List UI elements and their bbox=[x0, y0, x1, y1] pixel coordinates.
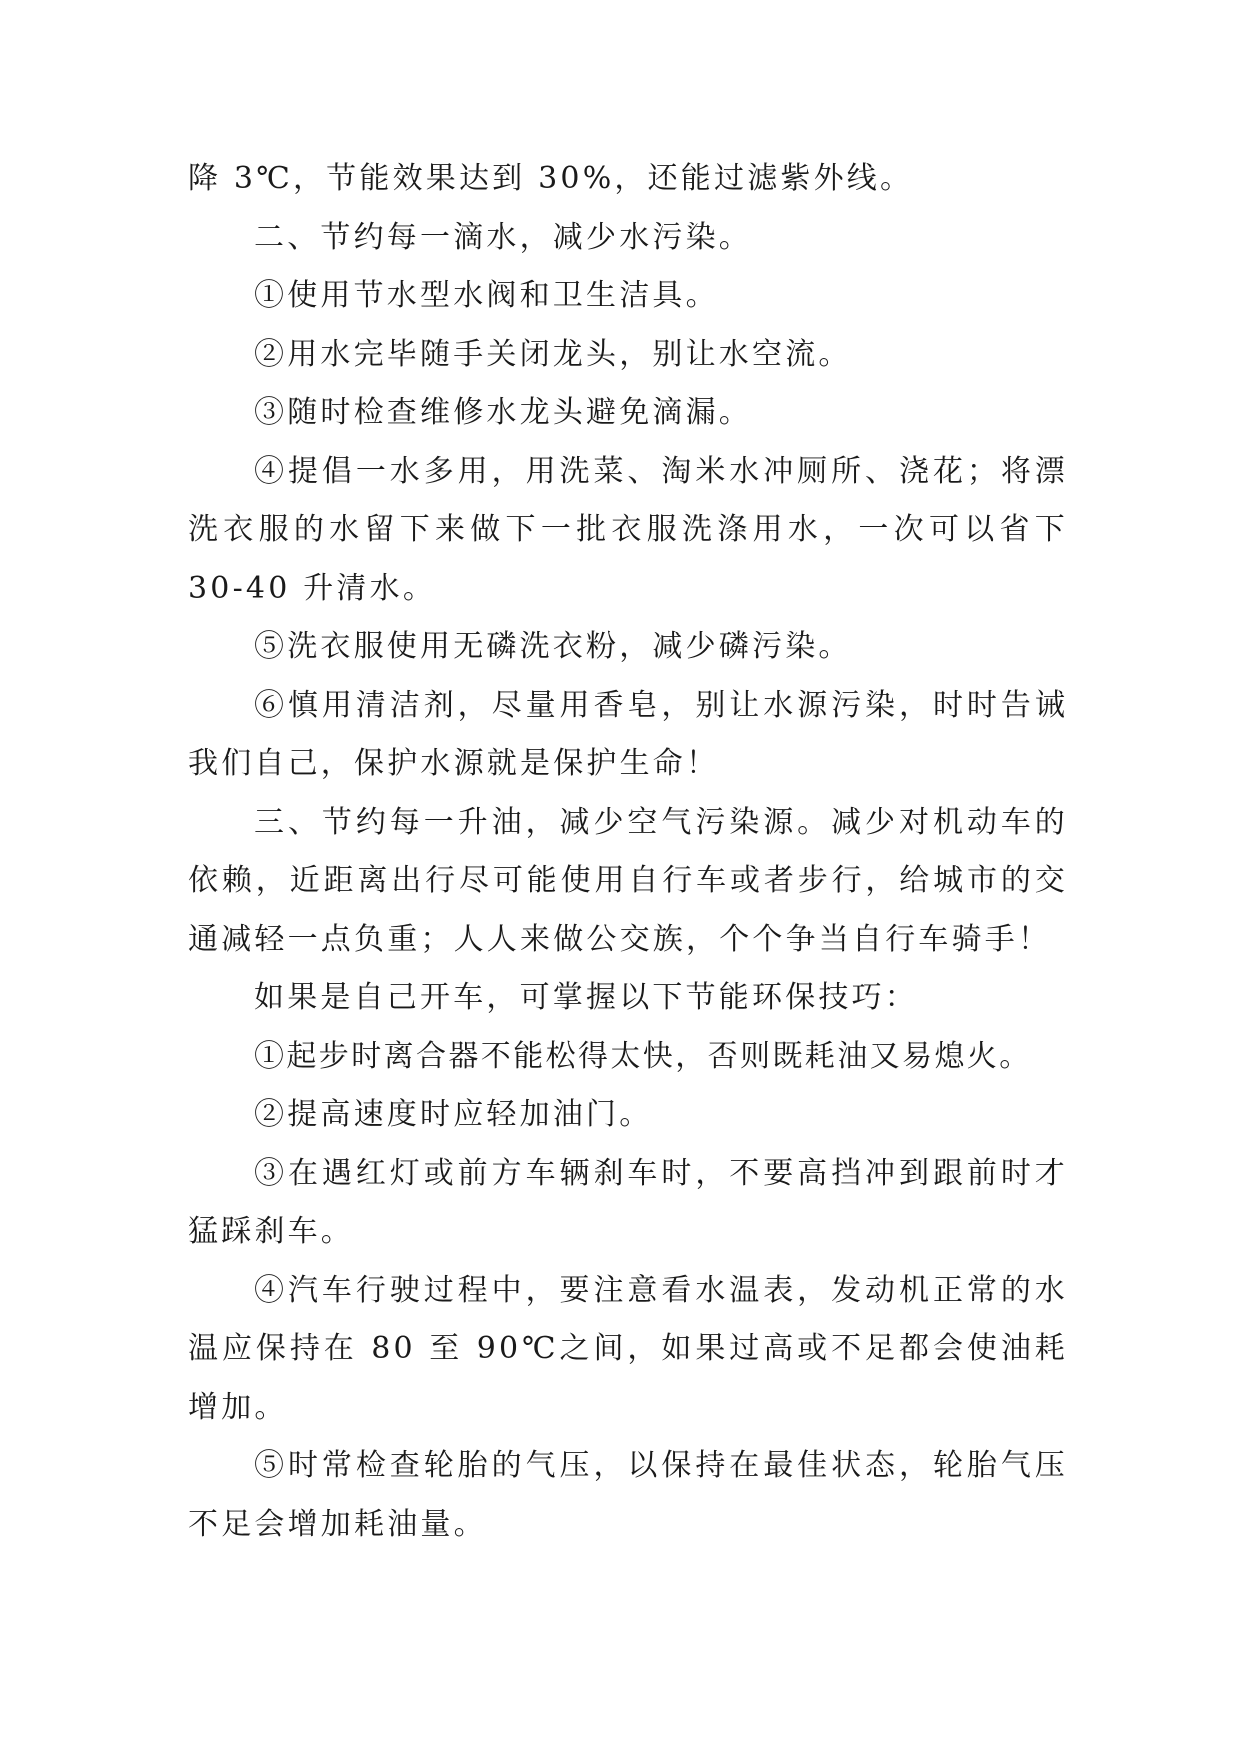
list-item-water-2: ②用水完毕随手关闭龙头，别让水空流。 bbox=[254, 336, 852, 372]
paragraph-uv-filter: 降 3℃，节能效果达到 30%，还能过滤紫外线。 bbox=[188, 161, 914, 196]
list-item-driving-1: ①起步时离合器不能松得太快，否则既耗油又易熄火。 bbox=[254, 1038, 1032, 1074]
heading-save-water: 二、节约每一滴水，减少水污染。 bbox=[254, 219, 752, 255]
list-item-driving-4: ④汽车行驶过程中，要注意看水温表，发动机正常的水温应保持在 80 至 90℃之间，如果过高或不足都会使油耗增加。 bbox=[188, 1272, 1068, 1425]
paragraph-driving-tips-intro: 如果是自己开车，可掌握以下节能环保技巧： bbox=[254, 980, 918, 1015]
heading-save-oil: 三、节约每一升油，减少空气污染源。减少对机动车的依赖，近距离出行尽可能使用自行车或者步行，给城市的交通减轻一点负重；人人来做公交族，个个争当自行车骑手！ bbox=[188, 804, 1068, 957]
list-item-water-5: ⑤洗衣服使用无磷洗衣粉，减少磷污染。 bbox=[254, 629, 852, 664]
list-item-water-1: ①使用节水型水阀和卫生洁具。 bbox=[254, 278, 719, 313]
document-body bbox=[188, 150, 1068, 1554]
list-item-driving-3: ③在遇红灯或前方车辆刹车时，不要高挡冲到跟前时才猛踩刹车。 bbox=[188, 1155, 1068, 1249]
list-item-water-3: ③随时检查维修水龙头避免滴漏。 bbox=[254, 395, 752, 430]
list-item-driving-5: ⑤时常检查轮胎的气压，以保持在最佳状态，轮胎气压不足会增加耗油量。 bbox=[188, 1448, 1068, 1542]
list-item-water-4: ④提倡一水多用，用洗菜、淘米水冲厕所、浇花；将漂洗衣服的水留下来做下一批衣服洗涤用水，一次可以省下 30-40 升清水。 bbox=[188, 453, 1068, 606]
list-item-water-6: ⑥慎用清洁剂，尽量用香皂，别让水源污染，时时告诫我们自己，保护水源就是保护生命！ bbox=[188, 687, 1068, 781]
list-item-driving-2: ②提高速度时应轻加油门。 bbox=[254, 1097, 653, 1132]
